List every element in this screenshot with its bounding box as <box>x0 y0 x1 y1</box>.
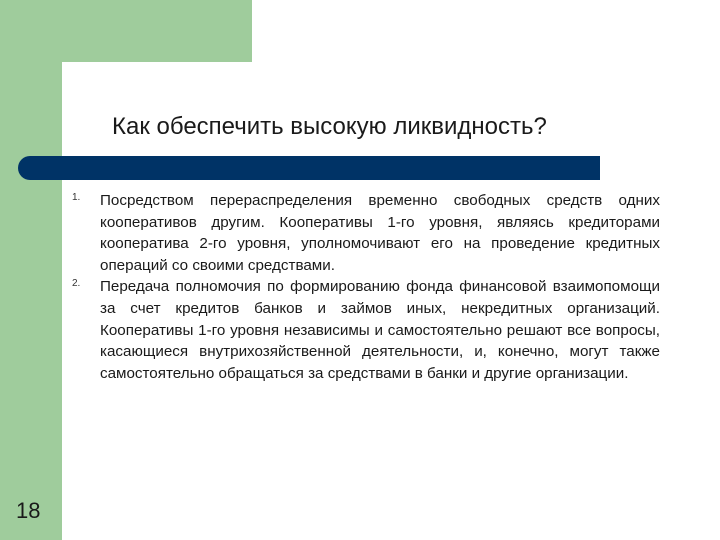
slide-title: Как обеспечить высокую ликвидность? <box>112 113 547 140</box>
content-list <box>62 190 660 384</box>
left-green-band <box>0 0 62 540</box>
title-underline-bar <box>18 156 600 180</box>
list-item-number: 2. <box>72 278 81 290</box>
list-item-number: 1. <box>72 192 81 203</box>
list-item <box>62 276 660 384</box>
list-item-text: Передача полномочия по формированию фонда финансовой взаимопомощи за счет кредитов банков и займов иных, некредитных организаций. Кооперативы 1-го уровня независимы и самостоятельно решают все вопросы, касающиеся внутрихозяйственной деятельности, и, конечно, могут также самостоятельно обращаться за средствами в банки и другие организации. <box>100 278 660 382</box>
page-number: 18 <box>16 498 41 523</box>
list-item-text: Посредством перераспределения временно свободных средств одних кооперативов другим. Кооперативы 1-го уровня, являясь кредиторами кооператива 2-го уровня, уполномочивают его на проведение кредитных операций со своими средствами. <box>100 192 660 274</box>
top-green-band <box>0 0 252 62</box>
list-item <box>62 190 660 276</box>
